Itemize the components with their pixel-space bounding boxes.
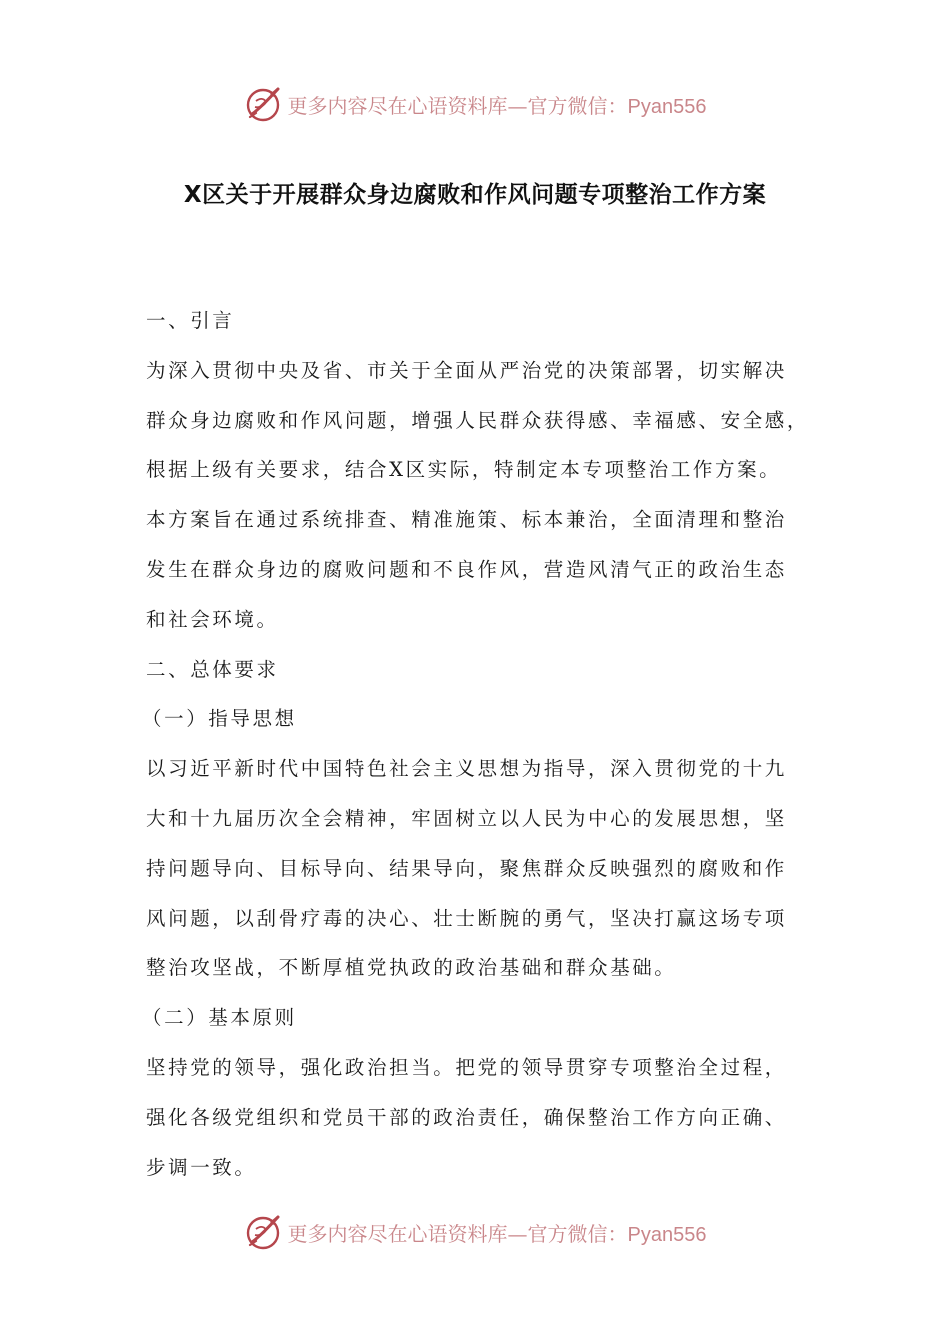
watermark-label: 更多内容尽在心语资料库—官方微信： — [287, 1221, 628, 1246]
watermark-account: Pyan556 — [627, 1223, 707, 1246]
watermark-banner-top — [0, 82, 950, 126]
paragraph-line: 坚持党的领导，强化政治担当。把党的领导贯穿专项整治全过程， — [146, 1055, 787, 1079]
paragraph-line: 持问题导向、目标导向、结果导向，聚焦群众反映强烈的腐败和作 — [146, 856, 787, 880]
pen-logo-icon — [244, 1212, 284, 1252]
subsection-heading: （一）指导思想 — [142, 707, 297, 731]
paragraph-line: 群众身边腐败和作风问题，增强人民群众获得感、幸福感、安全感， — [146, 408, 810, 432]
watermark-label: 更多内容尽在心语资料库—官方微信： — [287, 93, 628, 118]
paragraph-line: 为深入贯彻中央及省、市关于全面从严治党的决策部署，切实解决 — [146, 358, 787, 382]
pen-logo-icon — [244, 84, 284, 124]
document-body — [142, 296, 826, 1192]
watermark-text — [288, 90, 707, 119]
paragraph-line: 发生在群众身边的腐败问题和不良作风，营造风清气正的政治生态 — [146, 557, 787, 581]
paragraph-line: 大和十九届历次全会精神，牢固树立以人民为中心的发展思想，坚 — [146, 806, 787, 830]
paragraph-line: 步调一致。 — [146, 1155, 257, 1179]
paragraph-line: 和社会环境。 — [146, 607, 279, 631]
watermark-account: Pyan556 — [627, 95, 707, 118]
paragraph-line: 风问题，以刮骨疗毒的决心、壮士断腕的勇气，坚决打赢这场专项 — [146, 906, 787, 930]
section-heading: 二、总体要求 — [146, 657, 279, 681]
paragraph-line: 以习近平新时代中国特色社会主义思想为指导，深入贯彻党的十九 — [146, 757, 787, 781]
subsection-heading: （二）基本原则 — [142, 1006, 297, 1030]
watermark-text — [288, 1218, 707, 1247]
paragraph-line: 本方案旨在通过系统排查、精准施策、标本兼治，全面清理和整治 — [146, 508, 787, 532]
paragraph-line: 根据上级有关要求，结合X区实际，特制定本专项整治工作方案。 — [146, 458, 782, 482]
watermark-banner-bottom — [0, 1210, 950, 1254]
section-heading: 一、引言 — [146, 309, 235, 332]
paragraph-line: 整治攻坚战，不断厚植党执政的政治基础和群众基础。 — [146, 956, 677, 980]
page-title: X区关于开展群众身边腐败和作风问题专项整治工作方案 — [183, 182, 767, 208]
paragraph-line: 强化各级党组织和党员干部的政治责任，确保整治工作方向正确、 — [146, 1105, 787, 1129]
